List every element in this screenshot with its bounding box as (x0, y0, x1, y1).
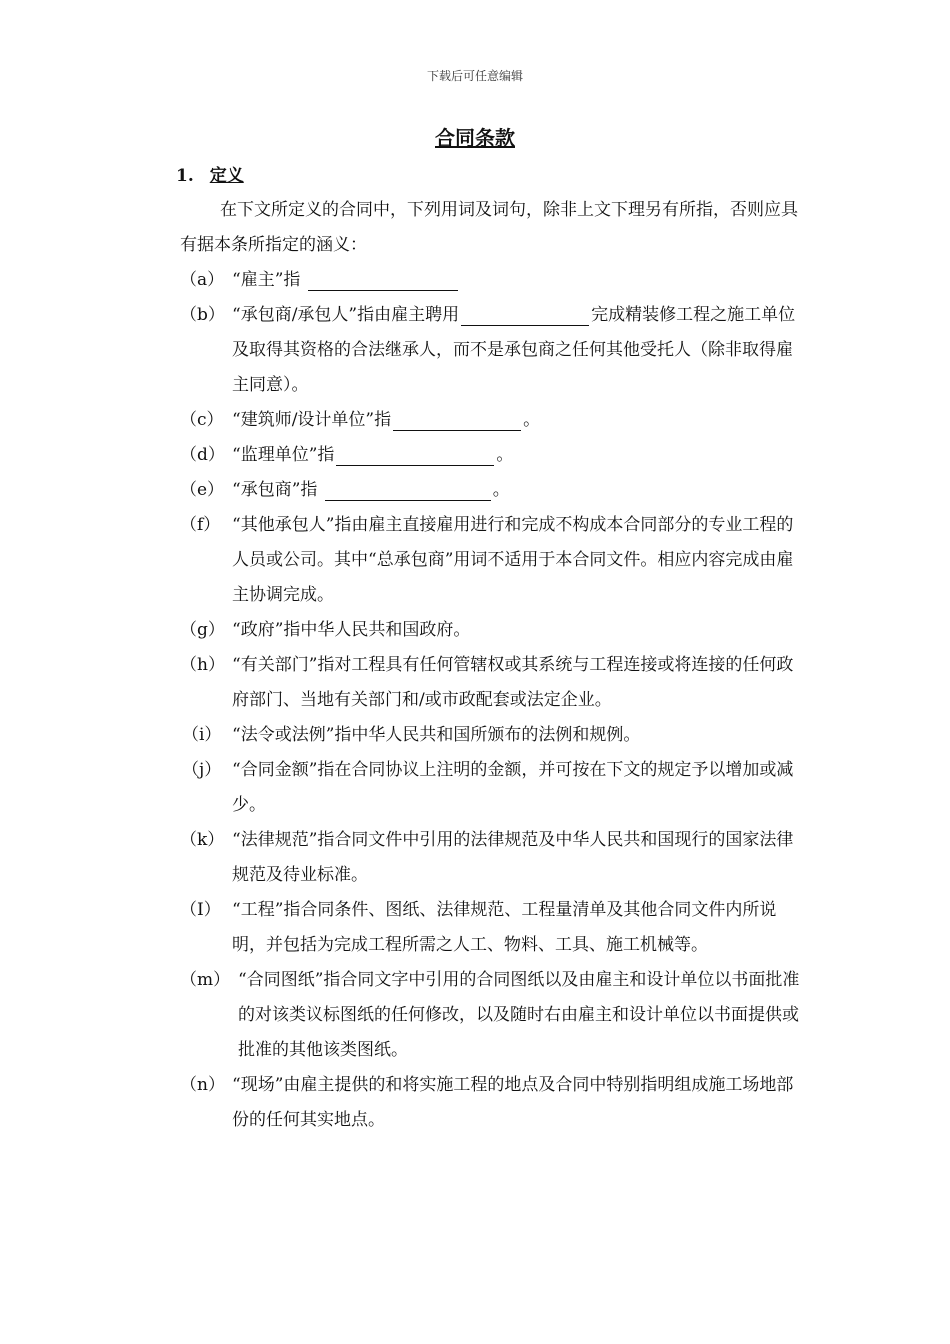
document-title: 合同条款 (435, 126, 515, 150)
definition-item-k (0, 823, 808, 893)
item-text-after: 完成精装修工程之施工单位及取得其资格的合法继承人，而不是承包商之任何其他受托人（除非取得雇主同意）。 (232, 305, 796, 395)
intro-paragraph: 在下文所定义的合同中，下列用词及词句，除非上文下理另有所指，否则应具有据本条所指定的涵义： (180, 200, 798, 255)
item-label: （n） (180, 1075, 225, 1095)
section-number: 1. (176, 166, 194, 186)
blank-field (325, 478, 491, 501)
definition-item-c (0, 403, 808, 438)
definition-item-f (0, 508, 808, 613)
page-header-note: 下载后可任意编辑 (426, 69, 523, 83)
definition-item-h (0, 648, 808, 718)
item-text: “有关部门”指对工程具有任何管辖权或其系统与工程连接或将连接的任何政府部门、当地有关部门和/或市政配套或法定企业。 (232, 655, 794, 710)
item-text: “工程”指合同条件、图纸、法律规范、工程量清单及其他合同文件内所说明，并包括为完成工程所需之人工、物料、工具、施工机械等。 (232, 900, 777, 955)
item-text: “建筑师/设计单位”指 (232, 410, 392, 430)
item-label: （e） (180, 480, 225, 500)
definition-item-a (0, 263, 808, 298)
item-label: （I） (180, 900, 221, 920)
blank-field (393, 408, 521, 431)
item-text: “法令或法例”指中华人民共和国所颁布的法例和规例。 (232, 725, 641, 745)
item-label: （f） (180, 515, 221, 535)
section-heading (176, 161, 244, 186)
item-text: “现场”由雇主提供的和将实施工程的地点及合同中特别指明组成施工场地部份的任何其实地点。 (232, 1075, 794, 1130)
section-title: 定义 (209, 166, 244, 186)
item-text: “承包商/承包人”指由雇主聘用 (232, 305, 460, 325)
item-text-after: 。 (492, 480, 510, 500)
definition-item-i (0, 718, 808, 753)
item-text: “雇主”指 (232, 270, 306, 290)
definition-item-e (0, 473, 808, 508)
item-label: （c） (180, 410, 224, 430)
definition-item-l (0, 893, 808, 963)
item-label: （m） (180, 970, 231, 990)
item-label: （d） (180, 445, 225, 465)
item-label: （a） (180, 270, 225, 290)
item-text-after: 。 (523, 410, 541, 430)
item-text: “监理单位”指 (232, 445, 335, 465)
item-text: “合同金额”指在合同协议上注明的金额，并可按在下文的规定予以增加或减少。 (232, 760, 794, 815)
item-label: （j） (182, 760, 222, 780)
definition-item-g (0, 613, 808, 648)
definition-item-b (0, 298, 808, 403)
item-text: “承包商”指 (232, 480, 323, 500)
blank-field (461, 303, 589, 326)
definition-item-j (0, 753, 808, 823)
definition-list (0, 263, 950, 1138)
item-text-after: 。 (496, 445, 514, 465)
blank-field (308, 268, 458, 291)
blank-field (336, 443, 494, 466)
item-label: （i） (182, 725, 222, 745)
definition-item-n (0, 1068, 808, 1138)
item-text: “合同图纸”指合同文字中引用的合同图纸以及由雇主和设计单位以书面批准的对该类议标图纸的任何修改，以及随时右由雇主和设计单位以书面提供或批准的其他该类图纸。 (238, 970, 800, 1060)
item-text: “政府”指中华人民共和国政府。 (232, 620, 471, 640)
item-label: （k） (180, 830, 225, 850)
item-label: （h） (180, 655, 225, 675)
definition-item-d (0, 438, 808, 473)
definition-item-m (0, 963, 808, 1068)
item-text: “法律规范”指合同文件中引用的法律规范及中华人民共和国现行的国家法律规范及待业标准。 (232, 830, 794, 885)
item-label: （b） (180, 305, 225, 325)
item-label: （g） (180, 620, 225, 640)
item-text: “其他承包人”指由雇主直接雇用进行和完成不构成本合同部分的专业工程的人员或公司。其中“总承包商”用词不适用于本合同文件。相应内容完成由雇主协调完成。 (232, 515, 794, 605)
